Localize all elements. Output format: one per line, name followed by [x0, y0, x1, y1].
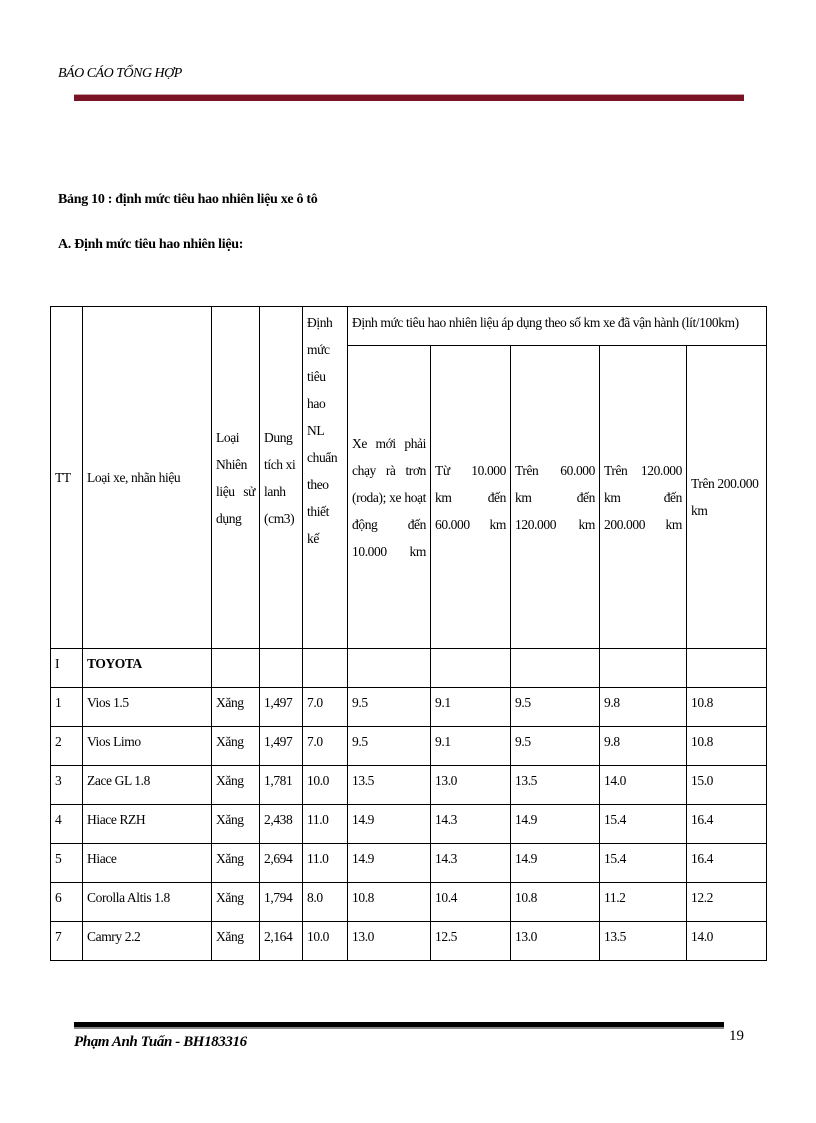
group-name: TOYOTA	[83, 649, 212, 688]
header-fuel: Loại Nhiên liệu sử dụng	[212, 307, 260, 649]
table-cell: 9.8	[600, 727, 687, 766]
header-group: Định mức tiêu hao nhiên liệu áp dụng theo số km xe đã vận hành (lít/100km)	[348, 307, 767, 346]
table-cell: 3	[51, 766, 83, 805]
table-cell: 10.4	[431, 883, 511, 922]
table-cell: Xăng	[212, 727, 260, 766]
table-cell: 15.0	[687, 766, 767, 805]
table-cell: 1,781	[260, 766, 303, 805]
table-cell: Xăng	[212, 766, 260, 805]
fuel-consumption-table	[50, 306, 767, 961]
section-heading: A. Định mức tiêu hao nhiên liệu:	[58, 237, 244, 252]
group-tt: I	[51, 649, 83, 688]
table-row	[51, 883, 767, 922]
table-cell: 10.8	[687, 688, 767, 727]
header-sub-5: Trên 200.000 km	[687, 346, 767, 649]
table-cell: 14.9	[348, 844, 431, 883]
table-row	[51, 688, 767, 727]
table-cell: Camry 2.2	[83, 922, 212, 961]
table-cell: 10.8	[511, 883, 600, 922]
table-cell: 14.3	[431, 844, 511, 883]
table-cell: 12.5	[431, 922, 511, 961]
table-row	[51, 727, 767, 766]
table-cell: 9.5	[348, 727, 431, 766]
table-cell: 10.0	[303, 766, 348, 805]
table-cell: 7.0	[303, 688, 348, 727]
page-number: 19	[729, 1028, 744, 1044]
table-cell: Hiace	[83, 844, 212, 883]
table-cell: 13.0	[431, 766, 511, 805]
running-header: BÁO CÁO TỔNG HỢP	[58, 66, 182, 81]
table-cell: Corolla Altis 1.8	[83, 883, 212, 922]
table-cell: 14.9	[511, 844, 600, 883]
group-row	[51, 649, 767, 688]
table-cell: 16.4	[687, 805, 767, 844]
table-cell: 4	[51, 805, 83, 844]
table-cell: Xăng	[212, 883, 260, 922]
table-row	[51, 766, 767, 805]
table-cell: 1,497	[260, 688, 303, 727]
table-cell: 10.0	[303, 922, 348, 961]
header-rule	[74, 94, 744, 101]
table-cell: 13.5	[348, 766, 431, 805]
table-cell: Vios 1.5	[83, 688, 212, 727]
table-cell: Xăng	[212, 844, 260, 883]
table-row	[51, 805, 767, 844]
table-cell: 16.4	[687, 844, 767, 883]
table-cell: 11.0	[303, 844, 348, 883]
table-cell: Zace GL 1.8	[83, 766, 212, 805]
header-sub-3: Trên 60.000 km đến 120.000 km	[511, 346, 600, 649]
table-row	[51, 844, 767, 883]
table-cell: 14.0	[600, 766, 687, 805]
header-standard: Định mức tiêu hao NL chuẩn theo thiết kế	[303, 307, 348, 649]
table-cell: 7.0	[303, 727, 348, 766]
header-tt: TT	[51, 307, 83, 649]
table-cell: 8.0	[303, 883, 348, 922]
table-cell: Vios Limo	[83, 727, 212, 766]
table-cell: 7	[51, 922, 83, 961]
table-cell: 15.4	[600, 844, 687, 883]
table-cell: 2,164	[260, 922, 303, 961]
table-cell: 13.5	[600, 922, 687, 961]
table-cell: 9.1	[431, 727, 511, 766]
table-cell: Xăng	[212, 922, 260, 961]
table-cell: 13.5	[511, 766, 600, 805]
table-cell: 14.9	[348, 805, 431, 844]
table-cell: 11.0	[303, 805, 348, 844]
footer-rule	[74, 1022, 724, 1029]
header-sub-2: Từ 10.000 km đến 60.000 km	[431, 346, 511, 649]
table-cell: Hiace RZH	[83, 805, 212, 844]
table-cell: 9.5	[511, 688, 600, 727]
header-sub-4: Trên 120.000 km đến 200.000 km	[600, 346, 687, 649]
table-cell: 14.3	[431, 805, 511, 844]
footer-author: Phạm Anh Tuấn - BH183316	[74, 1034, 247, 1050]
table-title: Bảng 10 : định mức tiêu hao nhiên liệu xe ô tô	[58, 192, 318, 207]
table-row	[51, 922, 767, 961]
table-cell: 14.0	[687, 922, 767, 961]
table-cell: 10.8	[687, 727, 767, 766]
table-cell: 9.1	[431, 688, 511, 727]
table-cell: 12.2	[687, 883, 767, 922]
table-cell: 13.0	[348, 922, 431, 961]
table-cell: 10.8	[348, 883, 431, 922]
table-cell: 2,694	[260, 844, 303, 883]
table-cell: 2,438	[260, 805, 303, 844]
table-cell: 9.8	[600, 688, 687, 727]
header-capacity: Dung tích xi lanh (cm3)	[260, 307, 303, 649]
table-cell: 5	[51, 844, 83, 883]
table-cell: 14.9	[511, 805, 600, 844]
table-cell: 6	[51, 883, 83, 922]
table-cell: Xăng	[212, 688, 260, 727]
table-cell: 1,794	[260, 883, 303, 922]
table-cell: 9.5	[511, 727, 600, 766]
header-sub-1: Xe mới phải chạy rà trơn (roda); xe hoạt động đến 10.000 km	[348, 346, 431, 649]
table-cell: 13.0	[511, 922, 600, 961]
table-cell: 15.4	[600, 805, 687, 844]
table-cell: 1,497	[260, 727, 303, 766]
table-cell: 9.5	[348, 688, 431, 727]
table-cell: Xăng	[212, 805, 260, 844]
table-cell: 2	[51, 727, 83, 766]
table-cell: 1	[51, 688, 83, 727]
header-model: Loại xe, nhãn hiệu	[83, 307, 212, 649]
table-cell: 11.2	[600, 883, 687, 922]
